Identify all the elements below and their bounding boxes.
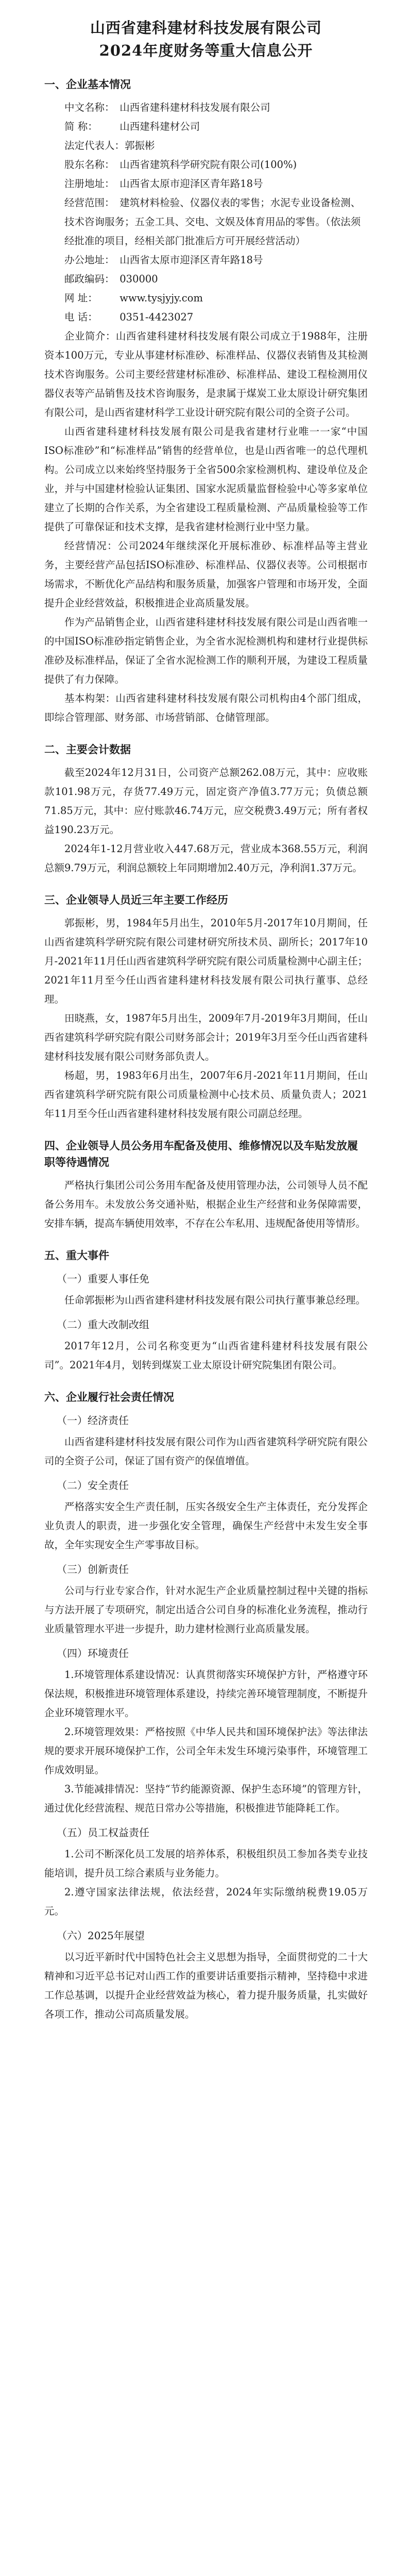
page-bottom-spacer bbox=[44, 2024, 368, 2029]
event-personnel-heading: （一）重要人事任免 bbox=[57, 1273, 149, 1285]
basic-info-row bbox=[64, 269, 368, 289]
basic-info-key: 经营范围： bbox=[64, 197, 115, 209]
basic-info-value[interactable]: www.tysjyjy.com bbox=[119, 292, 203, 304]
company-intro bbox=[44, 327, 368, 727]
csr-employee-paragraph-1: 1.公司不断深化员工发展的培养体系，积极组织员工参加各类专业技能培训，提升员工综合素质与业务能力。 bbox=[44, 1848, 368, 1879]
event-personnel-paragraph: 任命郭振彬为山西省建科建材科技发展有限公司执行董事兼总经理。 bbox=[64, 1294, 366, 1306]
page-title-line-2: 2024年度财务等重大信息公开 bbox=[99, 42, 313, 59]
basic-info-key: 法定代表人： bbox=[64, 140, 125, 151]
basic-info-value: 山西省太原市迎泽区青年路18号 bbox=[119, 254, 263, 266]
section-heading-major-events: 五、重大事件 bbox=[44, 1249, 109, 1262]
csr-outlook-heading: （六）2025年展望 bbox=[57, 1929, 145, 1942]
section-heading-basic-info: 一、企业基本情况 bbox=[44, 78, 131, 91]
basic-info-key: 注册地址： bbox=[64, 178, 115, 190]
basic-info-key: 网 址： bbox=[64, 292, 98, 304]
csr-safety-paragraph: 严格落实安全生产责任制，压实各级安全生产主体责任，充分发挥企业负责人的职责，进一步强化安全管理，确保生产经营中未发生安全事故，全年实现安全生产零事故目标。 bbox=[44, 1501, 368, 1551]
event-restructure-paragraph: 2017年12月，公司名称变更为“山西省建科建材科技发展有限公司”。2021年4月，划转到煤炭工业太原设计研究院集团有限公司。 bbox=[44, 1340, 368, 1371]
leader-experience bbox=[44, 913, 368, 1123]
intro-paragraph: 企业简介：山西省建科建材科技发展有限公司成立于1988年，注册资本100万元，专业从事建材标准砂、标准样品、仪器仪表销售及其检测技术咨询服务。公司主要经营建材标准砂、标准样品、建设工程检测用仪器仪表等产品销售及技术咨询服务，是隶属于煤炭工业太原设计研究集团有限公司，是山西省建材科学工业设计研究院有限公司的全资子公司。 bbox=[44, 330, 368, 418]
event-restructure-heading: （二）重大改制改组 bbox=[57, 1318, 149, 1331]
basic-info-row bbox=[64, 98, 368, 117]
basic-info-row bbox=[64, 117, 368, 136]
intro-paragraph: 山西省建科建材科技发展有限公司是我省建材行业唯一一家“中国ISO标准砂”和“标准样品”销售的经营单位，也是山西省唯一的总代理机构。公司成立以来始终坚持服务于全省500余家检测机构、建设单位及企业，并与中国建材检验认证集团、国家水泥质量监督检验中心等多家单位建立了长期的合作关系，为全省建设工程质量检测、产品质量检验等工作提供了可靠保证和技术支撑，是我省建材检测行业中坚力量。 bbox=[44, 426, 368, 533]
leader-paragraph: 田晓燕，女，1987年5月出生，2009年7月-2019年3月期间，任山西省建筑科学研究院有限公司财务部会计；2019年3月至今任山西省建科建材科技发展有限公司财务部负责人。 bbox=[44, 1012, 368, 1062]
intro-paragraph: 基本构架：山西省建科建材科技发展有限公司机构由4个部门组成，即综合管理部、财务部、市场营销部、仓储管理部。 bbox=[44, 692, 368, 723]
basic-info-key: 办公地址： bbox=[64, 254, 115, 266]
basic-info-value: 郭振彬 bbox=[125, 140, 155, 151]
basic-info-key: 简 称： bbox=[64, 121, 98, 132]
csr-outlook-paragraph: 以习近平新时代中国特色社会主义思想为指导，全面贯彻党的二十大精神和习近平总书记对山西工作的重要讲话重要指示精神，坚持稳中求进工作总基调，以提升企业经营效益为核心，着力提升服务质量，扎实做好各项工作，推动公司高质量发展。 bbox=[44, 1951, 368, 2020]
intro-paragraph: 经营情况：公司2024年继续深化开展标准砂、标准样品等主营业务，主要经营产品包括ISO标准砂、标准样品、仪器仪表等。公司根据市场需求，不断优化产品结构和服务质量，加强客户管理和市场开发，全面提升企业经营效益，积极推进企业高质量发展。 bbox=[44, 540, 368, 609]
accounting-paragraph: 2024年1-12月营业收入447.68万元，营业成本368.55万元，利润总额9.79万元，利润总额较上年同期增加2.40万元，净利润1.37万元。 bbox=[44, 843, 368, 874]
basic-info-key: 邮政编码： bbox=[64, 273, 115, 285]
basic-info-row bbox=[64, 155, 368, 174]
basic-info-value: 山西建科建材公司 bbox=[119, 121, 200, 132]
basic-info-value: 山西省太原市迎泽区青年路18号 bbox=[119, 178, 263, 190]
basic-info-key: 中文名称： bbox=[64, 101, 115, 113]
page-title bbox=[44, 16, 368, 62]
section-heading-car-use: 四、企业领导人员公务用车配备及使用、维修情况以及车贴发放履职等待遇情况 bbox=[44, 1140, 358, 1168]
basic-info-row bbox=[64, 289, 368, 308]
csr-safety-heading: （二）安全责任 bbox=[57, 1479, 129, 1492]
csr-innovation-heading: （三）创新责任 bbox=[57, 1563, 129, 1575]
basic-info-value: 山西省建科建材科技发展有限公司 bbox=[119, 101, 270, 113]
intro-paragraph: 作为产品销售企业，山西省建科建材科技发展有限公司是山西省唯一的中国ISO标准砂指定销售企业，为全省水泥检测机构和建材行业提供标准砂及标准样品，保证了全省水泥检测工作的顺利开展，为建设工程质量提供了有力保障。 bbox=[44, 616, 368, 685]
section-heading-accounting-data: 二、主要会计数据 bbox=[44, 743, 131, 756]
accounting-paragraph: 截至2024年12月31日，公司资产总额262.08万元，其中：应收账款101.98万元，存货77.49万元，固定资产净值3.77万元；负债总额71.85万元，其中：应付账款46.74万元，应交税费3.49万元；所有者权益190.23万元。 bbox=[44, 767, 368, 836]
basic-info-value: 030000 bbox=[119, 273, 158, 285]
accounting-data bbox=[44, 763, 368, 877]
csr-economic-heading: （一）经济责任 bbox=[57, 1414, 129, 1427]
csr-environment-paragraph-1: 1.环境管理体系建设情况：认真贯彻落实环境保护方针，严格遵守环保法规，积极推进环境管理体系建设，持续完善环境管理制度，不断提升企业环境管理水平。 bbox=[44, 1669, 368, 1719]
leader-paragraph: 杨超，男，1983年6月出生，2007年6月-2021年11月期间，任山西省建筑科学研究院有限公司质量检测中心技术员、质量负责人；2021年11月至今任山西省建科建材科技发展有限公司副总经理。 bbox=[44, 1070, 368, 1120]
section-heading-social-responsibility: 六、企业履行社会责任情况 bbox=[44, 1391, 174, 1403]
basic-info-row bbox=[64, 250, 368, 269]
basic-info-value: 山西省建筑科学研究院有限公司(100%) bbox=[119, 159, 297, 171]
csr-environment-paragraph-2: 2.环境管理效果：严格按照《中华人民共和国环境保护法》等法律法规的要求开展环境保护工作，公司全年未发生环境污染事件，环境管理工作成效明显。 bbox=[44, 1726, 368, 1776]
basic-info-value: 0351-4423027 bbox=[119, 311, 194, 323]
basic-info-value: 建筑材料检验、仪器仪表的零售；水泥专业设备检测、技术咨询服务；五金工具、交电、文娱及体育用品的零售。（依法须经批准的项目，经相关部门批准后方可开展经营活动） bbox=[64, 197, 361, 247]
basic-info-list bbox=[44, 98, 368, 327]
basic-info-row bbox=[64, 136, 368, 155]
section-heading-leaders: 三、企业领导人员近三年主要工作经历 bbox=[44, 894, 228, 906]
csr-economic-paragraph: 山西省建科建材科技发展有限公司作为山西省建筑科学研究院有限公司的全资子公司，保证了国有资产的保值增值。 bbox=[44, 1436, 368, 1467]
car-use-paragraph: 严格执行集团公司公务用车配备及使用管理办法，公司领导人员不配备公务用车。未发放公务交通补贴，根据企业生产经营和业务保障需要，安排车辆，提高车辆使用效率，不存在公车私用、违规配备使用等情形。 bbox=[44, 1179, 368, 1229]
csr-employee-heading: （五）员工权益责任 bbox=[57, 1826, 149, 1839]
basic-info-key: 电 话： bbox=[64, 311, 98, 323]
csr-employee-paragraph-2: 2.遵守国家法律法规，依法经营，2024年实际缴纳税费19.05万元。 bbox=[44, 1886, 368, 1917]
basic-info-row bbox=[64, 308, 368, 327]
csr-environment-paragraph-3: 3.节能减排情况：坚持“节约能源资源、保护生态环境”的管理方针，通过优化经营流程、规范日常办公等措施，积极推进节能降耗工作。 bbox=[44, 1783, 368, 1814]
csr-environment-heading: （四）环境责任 bbox=[57, 1647, 129, 1659]
csr-innovation-paragraph: 公司与行业专家合作，针对水泥生产企业质量控制过程中关键的指标与方法开展了专项研究，制定出适合公司自身的标准化业务流程，推动行业质量管理水平进一步提升，助力建材检测行业高质量发展。 bbox=[44, 1585, 368, 1635]
basic-info-key: 股东名称： bbox=[64, 159, 115, 171]
basic-info-row bbox=[64, 174, 368, 193]
basic-info-row bbox=[64, 193, 368, 250]
leader-paragraph: 郭振彬，男，1984年5月出生，2010年5月-2017年10月期间，任山西省建筑科学研究院有限公司建材研究所技术员、副所长；2017年10月-2021年11月任山西省建筑科学研究院有限公司质量检测中心副主任；2021年11月至今任山西省建科建材科技发展有限公司执行董事、总经理。 bbox=[44, 917, 368, 1005]
page-title-line-1: 山西省建科建材科技发展有限公司 bbox=[90, 19, 322, 37]
